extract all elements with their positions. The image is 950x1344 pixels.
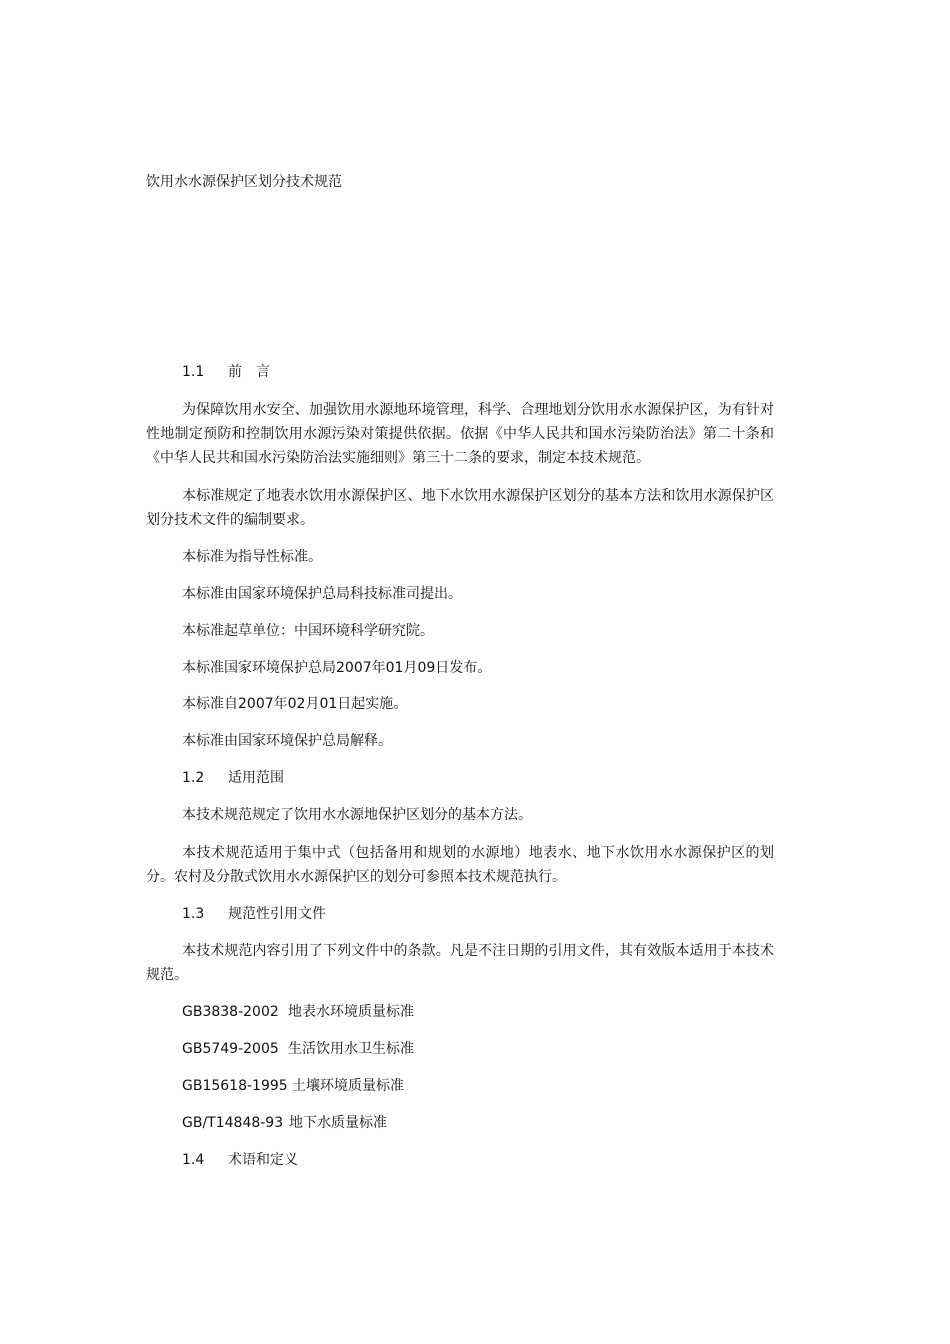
scope-paragraph: 本技术规范规定了饮用水水源地保护区划分的基本方法。 (182, 807, 532, 823)
section-title: 前 言 (228, 364, 270, 380)
preface-paragraph: 为保障饮用水安全、加强饮用水源地环境管理，科学、合理地划分饮用水水源保护区，为有针对性地制定预防和控制饮用水源污染对策提供依据。依据《中华人民共和国水污染防治法》第二十条和《中华人民共和国水污染防治法实施细则》第三十二条的要求，制定本技术规范。 (146, 402, 774, 466)
preface-paragraph: 本标准自2007年02月01日起实施。 (182, 696, 408, 712)
reference-item (182, 1037, 414, 1061)
section-heading-1-3 (182, 902, 326, 926)
section-heading-1-1 (182, 360, 270, 384)
reference-code: GB/T14848-93 (182, 1115, 284, 1131)
document-title: 饮用水水源保护区划分技术规范 (146, 174, 342, 190)
reference-item (182, 1111, 387, 1135)
section-title: 适用范围 (228, 770, 284, 786)
preface-paragraph: 本标准由国家环境保护总局科技标准司提出。 (182, 586, 462, 602)
preface-paragraph: 本标准国家环境保护总局2007年01月09日发布。 (182, 660, 492, 676)
section-heading-1-4 (182, 1148, 298, 1172)
section-heading-1-2 (182, 766, 284, 790)
reference-item (182, 1000, 414, 1024)
section-number: 1.1 (182, 364, 205, 380)
section-title: 规范性引用文件 (228, 906, 326, 922)
reference-code: GB3838-2002 (182, 1004, 279, 1020)
references-intro: 本技术规范内容引用了下列文件中的条款。凡是不注日期的引用文件，其有效版本适用于本技术规范。 (146, 943, 774, 983)
reference-name: 土壤环境质量标准 (292, 1078, 404, 1094)
reference-name: 地下水质量标准 (289, 1115, 387, 1131)
section-number: 1.4 (182, 1152, 205, 1168)
preface-paragraph: 本标准起草单位：中国环境科学研究院。 (182, 623, 434, 639)
reference-name: 地表水环境质量标准 (288, 1004, 414, 1020)
preface-paragraph: 本标准为指导性标准。 (182, 549, 322, 565)
reference-code: GB5749-2005 (182, 1041, 279, 1057)
scope-paragraph: 本技术规范适用于集中式（包括备用和规划的水源地）地表水、地下水饮用水水源保护区的划分。农村及分散式饮用水水源保护区的划分可参照本技术规范执行。 (146, 845, 774, 885)
reference-item (182, 1074, 404, 1098)
reference-name: 生活饮用水卫生标准 (288, 1041, 414, 1057)
preface-paragraph: 本标准由国家环境保护总局解释。 (182, 733, 392, 749)
section-number: 1.2 (182, 770, 205, 786)
section-title: 术语和定义 (228, 1152, 298, 1168)
reference-code: GB15618-1995 (182, 1078, 288, 1094)
preface-paragraph: 本标准规定了地表水饮用水源保护区、地下水饮用水源保护区划分的基本方法和饮用水源保护区划分技术文件的编制要求。 (146, 488, 774, 528)
section-number: 1.3 (182, 906, 205, 922)
